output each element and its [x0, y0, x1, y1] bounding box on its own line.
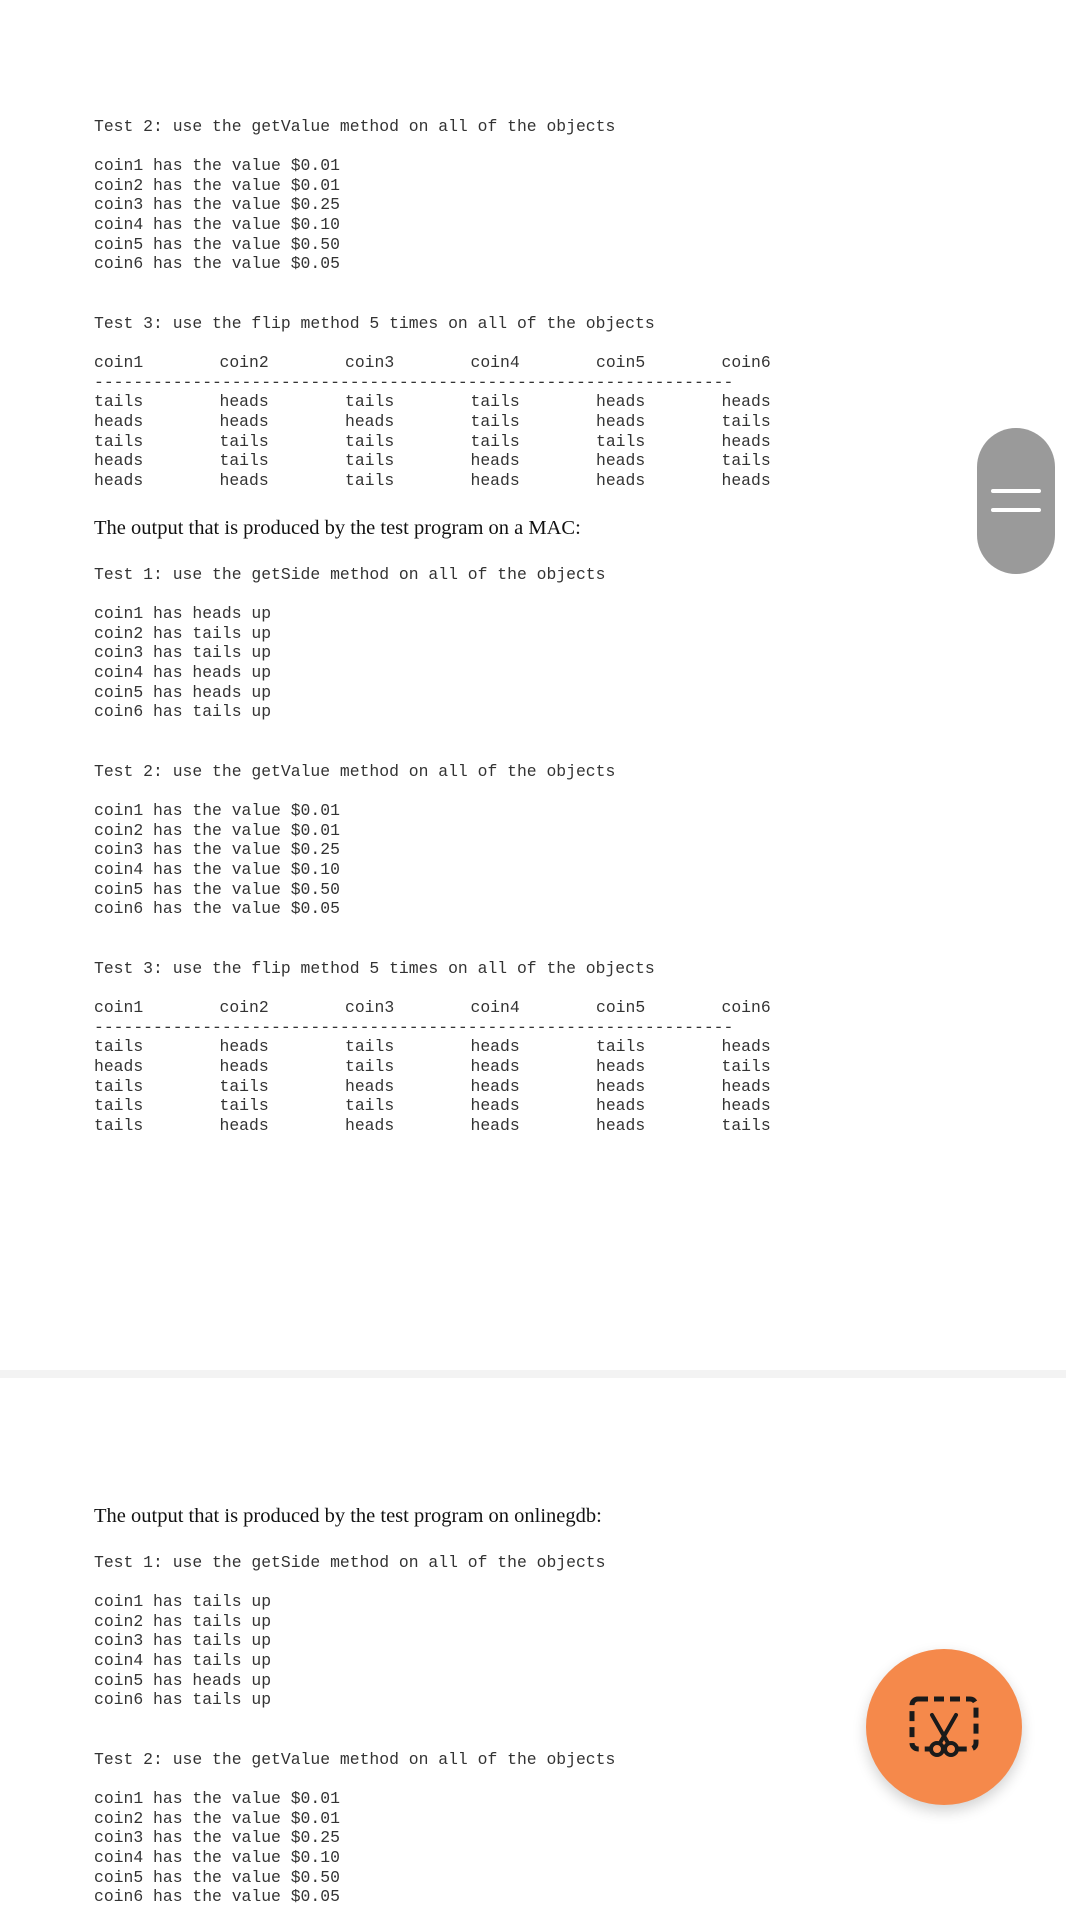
- test3-header: Test 3: use the flip method 5 times on all of the objects: [94, 314, 655, 333]
- table-cell: heads: [470, 451, 520, 471]
- column-header: coin3: [345, 353, 395, 372]
- table-cell: heads: [219, 471, 269, 491]
- document-page-2: [0, 1378, 1066, 1920]
- table-cell: heads: [596, 392, 646, 412]
- output-line: coin4 has the value $0.10: [94, 215, 340, 235]
- table-cell: heads: [94, 1057, 144, 1077]
- table-cell: heads: [596, 1116, 646, 1136]
- table-cell: heads: [596, 412, 646, 432]
- table-cell: heads: [721, 471, 771, 491]
- table-cell: tails: [721, 1116, 771, 1136]
- output-line: coin6 has tails up: [94, 1690, 272, 1710]
- onlinegdb-test1-header: Test 1: use the getSide method on all of the objects: [94, 1553, 606, 1572]
- output-line: coin1 has the value $0.01: [94, 801, 340, 820]
- table-cell: heads: [94, 451, 144, 471]
- table-cell: heads: [219, 1116, 269, 1136]
- column-header: coin1: [94, 353, 144, 372]
- table-row: [94, 451, 847, 471]
- onlinegdb-output-heading: The output that is produced by the test program on onlinegdb:: [94, 1505, 602, 1527]
- column-header: coin5: [596, 998, 646, 1017]
- table-cell: heads: [219, 1057, 269, 1077]
- column-header: coin6: [721, 998, 771, 1017]
- table-cell: heads: [94, 471, 144, 491]
- table-cell: tails: [345, 1037, 395, 1057]
- table-row: [94, 1037, 847, 1057]
- table-row: [94, 1096, 847, 1116]
- mac-test3-header: Test 3: use the flip method 5 times on all of the objects: [94, 959, 655, 978]
- table-cell: heads: [470, 471, 520, 491]
- table-cell: tails: [94, 1037, 144, 1057]
- table-cell: tails: [345, 431, 395, 451]
- table-row: [94, 432, 847, 452]
- table-cell: heads: [721, 1096, 771, 1116]
- table-cell: tails: [219, 451, 269, 471]
- table-cell: tails: [345, 1057, 395, 1077]
- output-line: coin3 has the value $0.25: [94, 840, 340, 860]
- column-header: coin4: [470, 353, 520, 372]
- table-cell: tails: [345, 471, 395, 491]
- table-cell: tails: [94, 392, 144, 412]
- table-cell: heads: [596, 471, 646, 491]
- table-cell: heads: [596, 1076, 646, 1096]
- scroll-handle[interactable]: [977, 428, 1055, 574]
- table-cell: heads: [470, 1037, 520, 1057]
- mac-test3-flip-table: [94, 998, 847, 1136]
- output-line: coin5 has heads up: [94, 682, 272, 702]
- table-row: [94, 1057, 847, 1077]
- table-divider: -----------------------------------------------------------------: [94, 372, 734, 392]
- column-header: coin4: [470, 998, 520, 1017]
- test2-header: Test 2: use the getValue method on all of the objects: [94, 117, 616, 136]
- table-cell: heads: [219, 412, 269, 432]
- table-row: [94, 1116, 847, 1136]
- output-line: coin1 has tails up: [94, 1592, 272, 1611]
- table-cell: heads: [345, 1076, 395, 1096]
- output-line: coin6 has the value $0.05: [94, 254, 340, 274]
- column-header: coin1: [94, 998, 144, 1017]
- table-row: [94, 471, 847, 491]
- table-header-row: [94, 353, 847, 373]
- table-cell: tails: [94, 1076, 144, 1096]
- table-cell: tails: [596, 431, 646, 451]
- table-cell: tails: [345, 451, 395, 471]
- column-header: coin3: [345, 998, 395, 1017]
- mac-test2-output: [94, 801, 340, 919]
- table-cell: heads: [470, 1076, 520, 1096]
- table-cell: tails: [345, 392, 395, 412]
- table-cell: tails: [470, 392, 520, 412]
- column-header: coin6: [721, 353, 771, 372]
- output-line: coin2 has the value $0.01: [94, 820, 340, 840]
- table-cell: tails: [596, 1037, 646, 1057]
- table-cell: heads: [94, 412, 144, 432]
- table-row: [94, 1077, 847, 1097]
- table-cell: heads: [721, 392, 771, 412]
- output-line: coin1 has the value $0.01: [94, 1789, 340, 1808]
- table-cell: tails: [94, 431, 144, 451]
- table-row: [94, 412, 847, 432]
- output-line: coin5 has the value $0.50: [94, 234, 340, 254]
- mac-test2-header: Test 2: use the getValue method on all of the objects: [94, 762, 616, 781]
- output-line: coin3 has the value $0.25: [94, 195, 340, 215]
- test2-output: [94, 156, 340, 274]
- screenshot-capture-button[interactable]: [866, 1649, 1022, 1805]
- table-cell: heads: [470, 1116, 520, 1136]
- column-header: coin2: [219, 353, 269, 372]
- table-cell: heads: [721, 1076, 771, 1096]
- onlinegdb-test2-header: Test 2: use the getValue method on all of the objects: [94, 1750, 616, 1769]
- table-cell: heads: [219, 1037, 269, 1057]
- onlinegdb-test2-output: [94, 1789, 340, 1907]
- output-line: coin6 has tails up: [94, 702, 272, 722]
- output-line: coin5 has the value $0.50: [94, 1867, 340, 1887]
- table-cell: heads: [219, 392, 269, 412]
- table-header-row: [94, 998, 847, 1018]
- table-cell: heads: [470, 1057, 520, 1077]
- table-cell: tails: [470, 431, 520, 451]
- table-cell: heads: [596, 1096, 646, 1116]
- output-line: coin4 has tails up: [94, 1651, 272, 1671]
- output-line: coin1 has heads up: [94, 604, 272, 623]
- mac-test1-output: [94, 604, 271, 722]
- table-cell: heads: [345, 1116, 395, 1136]
- output-line: coin2 has the value $0.01: [94, 175, 340, 195]
- column-header: coin5: [596, 353, 646, 372]
- output-line: coin1 has the value $0.01: [94, 156, 340, 175]
- output-line: coin2 has the value $0.01: [94, 1808, 340, 1828]
- table-cell: tails: [470, 412, 520, 432]
- test3-flip-table: [94, 353, 847, 491]
- table-cell: tails: [345, 1096, 395, 1116]
- output-line: coin6 has the value $0.05: [94, 899, 340, 919]
- table-row: [94, 392, 847, 412]
- table-cell: tails: [721, 1057, 771, 1077]
- table-cell: tails: [219, 1076, 269, 1096]
- table-cell: tails: [721, 412, 771, 432]
- table-divider: -----------------------------------------------------------------: [94, 1017, 734, 1037]
- output-line: coin3 has tails up: [94, 1631, 272, 1651]
- page-separator: [0, 1370, 1066, 1378]
- table-cell: heads: [721, 431, 771, 451]
- output-line: coin2 has tails up: [94, 1611, 272, 1631]
- onlinegdb-test1-output: [94, 1592, 271, 1710]
- table-cell: tails: [721, 451, 771, 471]
- output-line: coin2 has tails up: [94, 623, 272, 643]
- output-line: coin4 has the value $0.10: [94, 1848, 340, 1868]
- table-cell: tails: [94, 1116, 144, 1136]
- output-line: coin3 has the value $0.25: [94, 1828, 340, 1848]
- output-line: coin4 has the value $0.10: [94, 860, 340, 880]
- table-cell: heads: [596, 1057, 646, 1077]
- output-line: coin5 has heads up: [94, 1670, 272, 1690]
- table-cell: heads: [596, 451, 646, 471]
- output-line: coin4 has heads up: [94, 663, 272, 683]
- table-cell: heads: [345, 412, 395, 432]
- mac-output-heading: The output that is produced by the test program on a MAC:: [94, 517, 581, 539]
- column-header: coin2: [219, 998, 269, 1017]
- table-cell: tails: [219, 431, 269, 451]
- table-cell: tails: [219, 1096, 269, 1116]
- table-cell: tails: [94, 1096, 144, 1116]
- output-line: coin3 has tails up: [94, 643, 272, 663]
- output-line: coin6 has the value $0.05: [94, 1887, 340, 1907]
- mac-test1-header: Test 1: use the getSide method on all of the objects: [94, 565, 606, 584]
- table-cell: heads: [470, 1096, 520, 1116]
- table-cell: heads: [721, 1037, 771, 1057]
- output-line: coin5 has the value $0.50: [94, 879, 340, 899]
